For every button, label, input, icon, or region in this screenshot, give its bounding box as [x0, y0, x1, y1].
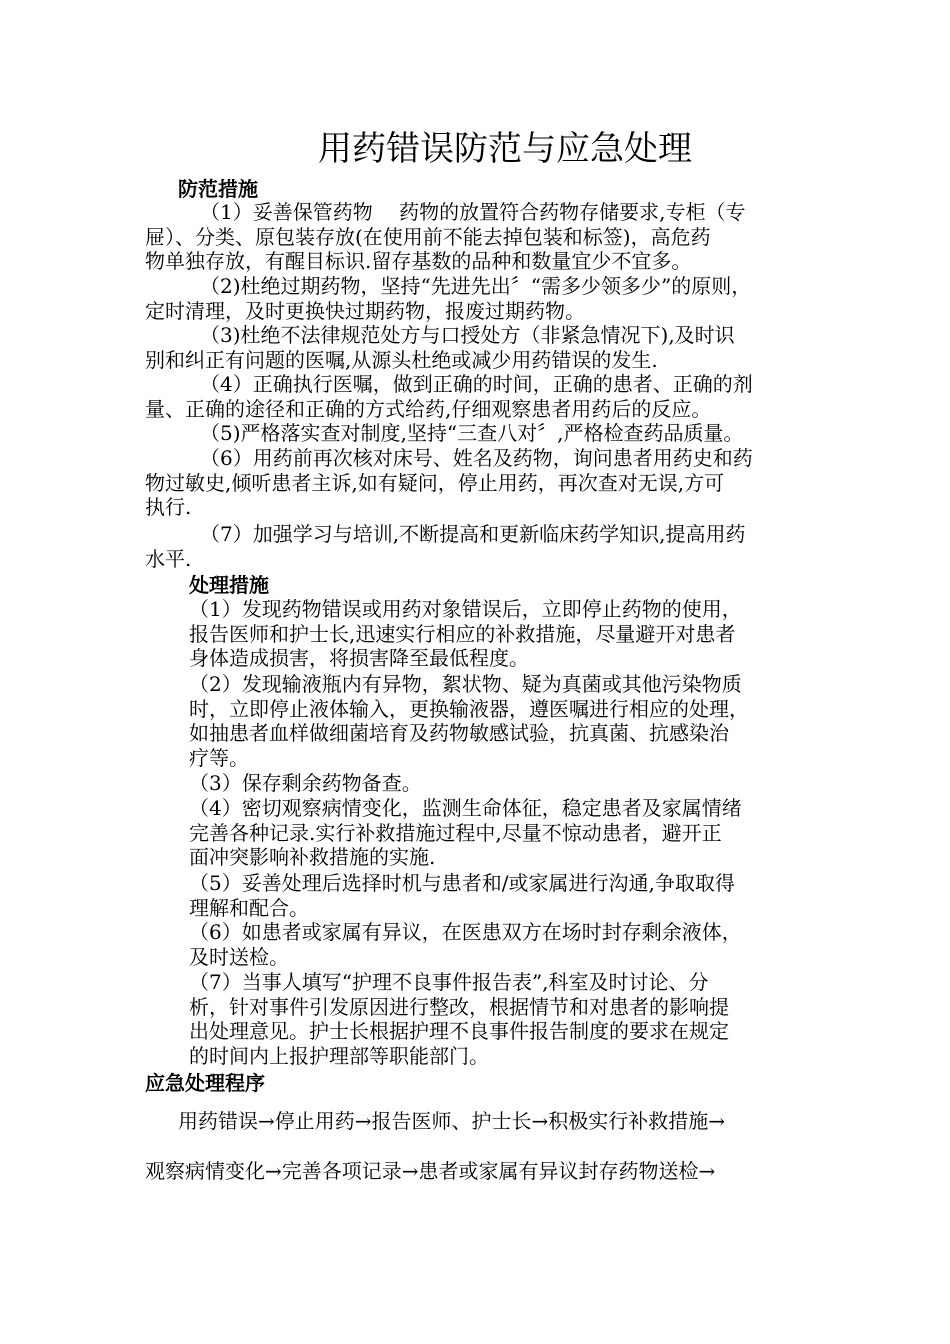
- text-line: （5)严格落实查对制度,坚持“三查八对〞,严格检查药品质量。: [200, 421, 744, 445]
- text-line: 定时清理，及时更换快过期药物，报废过期药物。: [145, 298, 585, 323]
- handling-item-3: [189, 771, 422, 796]
- prevention-item-6: [145, 446, 753, 520]
- text-line: 时，立即停止液体输入，更换输液器，遵医嘱进行相应的处理，: [189, 696, 749, 721]
- handling-item-6: [189, 920, 742, 969]
- text-line: 析，针对事件引发原因进行整改，根据情节和对患者的影响提: [189, 994, 729, 1019]
- text-line: 屉）、分类、原包装存放(在使用前不能去掉包装和标签)，高危药: [145, 224, 711, 249]
- text-line: 如抽患者血样做细菌培育及药物敏感试验，抗真菌、抗感染治: [189, 721, 729, 746]
- text-line: 执行.: [145, 495, 192, 520]
- text-line: （2）发现输液瓶内有异物，絮状物、疑为真菌或其他污染物质: [189, 672, 742, 696]
- text-line: （4）正确执行医嘱，做到正确的时间，正确的患者、正确的剂: [200, 372, 753, 396]
- text-line: 身体造成损害，将损害降至最低程度。: [189, 646, 529, 671]
- prevention-item-5: [145, 421, 743, 446]
- text-line: （7）当事人填写“护理不良事件报告表”,科室及时讨论、分: [189, 970, 709, 994]
- text-line: 完善各种记录.实行补救措施过程中,尽量不惊动患者，避开正: [189, 820, 722, 845]
- handling-item-1: [189, 597, 742, 671]
- emergency-heading: 应急处理程序: [145, 1071, 265, 1095]
- text-line: 疗等。: [189, 745, 249, 770]
- handling-heading: 处理措施: [189, 573, 269, 597]
- text-line: 物单独存放，有醒目标识.留存基数的品种和数量宜少不宜多。: [145, 249, 692, 274]
- handling-item-5: [189, 871, 735, 920]
- emergency-procedure-line-2: 观察病情变化→完善各项记录→患者或家属有异议封存药物送检→: [145, 1159, 716, 1183]
- text-line: 报告医师和护士长,迅速实行相应的补救措施，尽量避开对患者: [189, 621, 736, 646]
- text-line: （3）保存剩余药物备查。: [189, 771, 422, 795]
- text-line: 别和纠正有问题的医嘱,从源头杜绝或减少用药错误的发生.: [145, 347, 658, 372]
- text-line: 的时间内上报护理部等职能部门。: [189, 1043, 489, 1068]
- text-line: （5）妥善处理后选择时机与患者和/或家属进行沟通,争取取得: [189, 871, 735, 895]
- handling-item-7: [189, 970, 729, 1068]
- text-line: 理解和配合。: [189, 895, 309, 920]
- text-line: （2)杜绝过期药物，坚持“先进先出〞“需多少领多少”的原则，: [200, 274, 752, 298]
- text-line: 物过敏史,倾听患者主诉,如有疑问，停止用药，再次查对无误,方可: [145, 470, 725, 495]
- text-line: （7）加强学习与培训,不断提高和更新临床药学知识,提高用药: [200, 522, 746, 546]
- document-title: 用药错误防范与应急处理: [318, 129, 692, 169]
- handling-item-4: [189, 796, 742, 870]
- text-line: 及时送检。: [189, 944, 289, 969]
- text-line: 面冲突影响补救措施的实施.: [189, 845, 436, 870]
- text-line: 量、正确的途径和正确的方式给药,仔细观察患者用药后的反应。: [145, 396, 712, 421]
- prevention-item-4: [145, 372, 753, 421]
- text-line: （1）发现药物错误或用药对象错误后，立即停止药物的使用，: [189, 597, 742, 621]
- text-line: （4）密切观察病情变化，监测生命体征，稳定患者及家属情绪: [189, 796, 742, 820]
- handling-item-2: [189, 672, 749, 770]
- prevention-item-3: [145, 323, 735, 372]
- text-line: （6）如患者或家属有异议，在医患双方在场时封存剩余液体，: [189, 920, 742, 944]
- prevention-heading: 防范措施: [178, 177, 258, 201]
- text-line: （1）妥善保管药物 药物的放置符合药物存储要求,专柜（专: [200, 200, 746, 224]
- prevention-item-2: [145, 274, 751, 323]
- text-line: 水平.: [145, 546, 192, 571]
- text-line: 出处理意见。护士长根据护理不良事件报告制度的要求在规定: [189, 1019, 729, 1044]
- text-line: （6）用药前再次核对床号、姓名及药物，询问患者用药史和药: [200, 446, 753, 470]
- emergency-procedure-line-1: 用药错误→停止用药→报告医师、护士长→积极实行补救措施→: [178, 1109, 726, 1133]
- prevention-item-1: [145, 200, 745, 274]
- prevention-item-7: [145, 522, 745, 571]
- text-line: （3)杜绝不法律规范处方与口授处方（非紧急情况下),及时识: [200, 323, 735, 347]
